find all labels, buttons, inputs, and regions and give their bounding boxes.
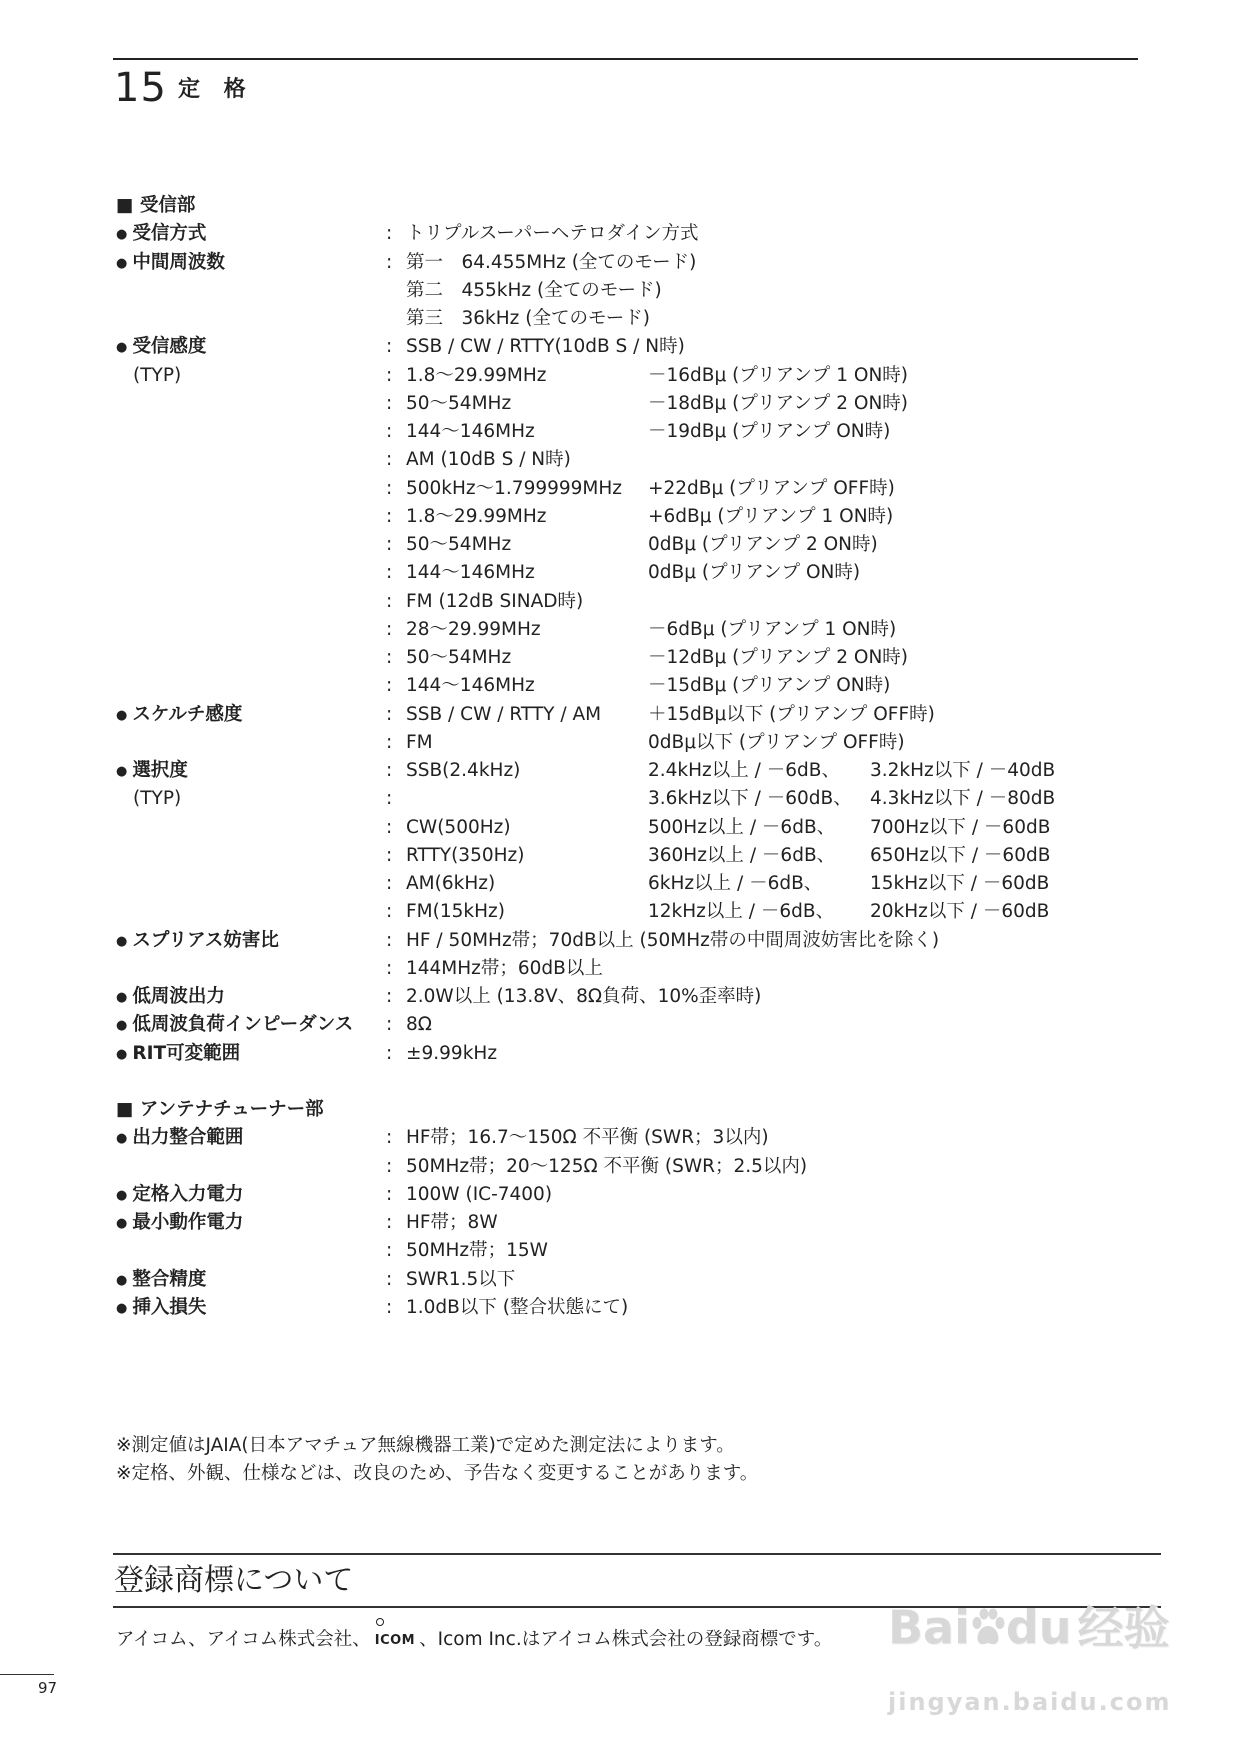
spec-separator: : bbox=[386, 986, 393, 1007]
spec-value: 500Hz以上 / －6dB、 bbox=[648, 816, 836, 838]
bullet-icon: ● bbox=[116, 1187, 128, 1203]
spec-separator: : bbox=[386, 1127, 393, 1149]
spec-value: RTTY(350Hz) bbox=[406, 844, 525, 866]
spec-row bbox=[0, 983, 1240, 1011]
spec-separator: : bbox=[386, 1155, 393, 1177]
spec-label-text: RIT可変範囲 bbox=[132, 1042, 241, 1064]
spec-label-text: 受信方式 bbox=[132, 223, 207, 245]
spec-value: 50〜54MHz bbox=[406, 647, 512, 668]
spec-row bbox=[0, 1181, 1240, 1209]
spec-row bbox=[0, 1209, 1240, 1237]
spec-value: －12dBμ (プリアンプ 2 ON時) bbox=[648, 647, 909, 668]
spec-row bbox=[0, 757, 1240, 785]
spec-value: 0dBμ (プリアンプ ON時) bbox=[648, 562, 861, 584]
spec-row bbox=[0, 898, 1240, 926]
bullet-icon: ● bbox=[116, 1216, 128, 1231]
watermark-url: jingyan.baidu.com bbox=[888, 1687, 1172, 1716]
spec-value: 第三 36kHz (全てのモード) bbox=[406, 308, 650, 329]
spec-value: －16dBμ (プリアンプ 1 ON時) bbox=[648, 364, 909, 386]
spec-separator: : bbox=[386, 788, 393, 810]
icom-logo-text: ICOM bbox=[374, 1633, 416, 1648]
spec-separator: : bbox=[386, 1212, 393, 1233]
spec-value: FM(15kHz) bbox=[406, 901, 505, 923]
spec-value: 144MHz帯；60dB以上 bbox=[406, 957, 603, 979]
spec-value: 360Hz以上 / －6dB、 bbox=[648, 844, 836, 866]
spec-separator: : bbox=[386, 336, 393, 358]
spec-value: 1.8〜29.99MHz bbox=[406, 505, 547, 527]
spec-row bbox=[0, 1124, 1240, 1152]
spec-value: 1.0dB以下 (整合状態にて) bbox=[406, 1296, 629, 1318]
spec-value: 15kHz以下 / －60dB bbox=[870, 873, 1050, 894]
bullet-icon: ● bbox=[116, 1131, 128, 1147]
spec-value: 0dBμ以下 (プリアンプ OFF時) bbox=[648, 731, 905, 753]
chapter-rule bbox=[113, 58, 1138, 60]
spec-separator: : bbox=[386, 731, 393, 753]
spec-value: 第一 64.455MHz (全てのモード) bbox=[406, 251, 697, 273]
spec-label bbox=[116, 1040, 240, 1069]
spec-label bbox=[116, 220, 206, 249]
spec-separator: : bbox=[386, 675, 393, 697]
spec-value: 20kHz以下 / －60dB bbox=[870, 901, 1050, 923]
paw-icon bbox=[970, 1608, 1006, 1648]
spec-value: トリプルスーパーヘテロダイン方式 bbox=[406, 223, 699, 245]
spec-value: 144〜146MHz bbox=[406, 562, 535, 584]
spec-row bbox=[0, 531, 1240, 559]
spec-row bbox=[0, 1237, 1240, 1265]
spec-label-text: 選択度 bbox=[132, 760, 188, 781]
spec-row bbox=[0, 503, 1240, 531]
bullet-icon: ● bbox=[116, 255, 128, 271]
spec-row bbox=[0, 249, 1240, 277]
spec-row bbox=[0, 644, 1240, 672]
spec-value: 500kHz〜1.799999MHz bbox=[406, 477, 623, 499]
section-heading: ■ アンテナチューナー部 bbox=[116, 1099, 324, 1120]
spec-row bbox=[0, 475, 1240, 503]
spec-row bbox=[0, 955, 1240, 983]
spec-row bbox=[0, 305, 1240, 333]
watermark-brand-left: Bai bbox=[888, 1600, 970, 1655]
spec-value: ±9.99kHz bbox=[406, 1042, 498, 1064]
spec-value: 144〜146MHz bbox=[406, 421, 535, 442]
trademark-text-before: アイコム、アイコム株式会社、 bbox=[116, 1629, 371, 1650]
trademark-text bbox=[116, 1626, 832, 1655]
spec-row bbox=[0, 701, 1240, 729]
spec-row bbox=[0, 588, 1240, 616]
spec-row bbox=[0, 1266, 1240, 1294]
spec-separator: : bbox=[386, 929, 393, 951]
spec-value: 2.4kHz以上 / －6dB、 bbox=[648, 760, 840, 781]
spec-label bbox=[116, 1209, 243, 1238]
spec-value: －15dBμ (プリアンプ ON時) bbox=[648, 675, 891, 697]
baidu-watermark bbox=[888, 1596, 1171, 1716]
spec-row bbox=[0, 672, 1240, 700]
spec-value: CW(500Hz) bbox=[406, 816, 511, 838]
spec-label-text: 定格入力電力 bbox=[132, 1183, 244, 1205]
spec-label bbox=[116, 249, 225, 278]
watermark-brand bbox=[888, 1596, 1171, 1656]
spec-value: AM(6kHz) bbox=[406, 873, 496, 894]
spec-separator: : bbox=[386, 901, 393, 923]
bullet-icon: ● bbox=[116, 764, 128, 779]
spec-separator: : bbox=[386, 647, 393, 668]
spec-value: SSB(2.4kHz) bbox=[406, 760, 521, 781]
bullet-icon: ● bbox=[116, 990, 128, 1005]
spec-value: 144〜146MHz bbox=[406, 675, 535, 697]
spec-row bbox=[0, 729, 1240, 757]
spec-row bbox=[0, 842, 1240, 870]
trademark-heading: 登録商標について bbox=[114, 1563, 354, 1598]
spec-separator: : bbox=[386, 449, 393, 471]
chapter-title: 定 格 bbox=[178, 77, 254, 102]
spec-label-text: 挿入損失 bbox=[132, 1296, 207, 1318]
bullet-icon: ● bbox=[116, 1018, 128, 1034]
trademark-rule-top bbox=[113, 1553, 1161, 1555]
spec-separator: : bbox=[386, 1268, 393, 1290]
spec-separator: : bbox=[386, 505, 393, 527]
spec-value: SSB / CW / RTTY(10dB S / N時) bbox=[406, 336, 685, 358]
chapter-number: 15 bbox=[114, 65, 167, 111]
spec-value: 2.0W以上 (13.8V、8Ω負荷、10%歪率時) bbox=[406, 986, 762, 1007]
spec-value: 1.8〜29.99MHz bbox=[406, 364, 547, 386]
spec-value: SWR1.5以下 bbox=[406, 1268, 516, 1290]
spec-value: FM (12dB SINAD時) bbox=[406, 590, 584, 612]
spec-value: 3.2kHz以下 / －40dB bbox=[870, 760, 1056, 781]
spec-value: 第二 455kHz (全てのモード) bbox=[406, 279, 662, 301]
spec-separator: : bbox=[386, 364, 393, 386]
page-number: 97 bbox=[38, 1679, 58, 1697]
spec-separator: : bbox=[386, 421, 393, 442]
spec-label-text: 低周波出力 bbox=[132, 986, 225, 1007]
spec-value: AM (10dB S / N時) bbox=[406, 449, 571, 471]
spec-separator: : bbox=[386, 618, 393, 640]
spec-label bbox=[116, 1294, 206, 1323]
trademark-text-after: 、Icom Inc.はアイコム株式会社の登録商標です。 bbox=[419, 1629, 833, 1650]
spec-separator: : bbox=[386, 1183, 393, 1205]
spec-label-text: 受信感度 bbox=[132, 336, 207, 358]
page-number-rule bbox=[0, 1674, 54, 1675]
spec-label-text: スプリアス妨害比 bbox=[132, 929, 279, 951]
spec-separator: : bbox=[386, 816, 393, 838]
spec-value: HF / 50MHz帯；70dB以上 (50MHz帯の中間周波妨害比を除く) bbox=[406, 929, 940, 951]
icom-logo bbox=[375, 1627, 415, 1655]
spec-label-text: 出力整合範囲 bbox=[132, 1127, 244, 1149]
spec-separator: : bbox=[386, 760, 393, 781]
spec-label bbox=[116, 1181, 243, 1210]
spec-separator: : bbox=[386, 590, 393, 612]
spec-separator: : bbox=[386, 1014, 393, 1036]
spec-separator: : bbox=[386, 223, 393, 245]
spec-value: 0dBμ (プリアンプ 2 ON時) bbox=[648, 534, 878, 555]
spec-value: 8Ω bbox=[406, 1014, 432, 1036]
spec-separator: : bbox=[386, 251, 393, 273]
spec-value: FM bbox=[406, 731, 433, 753]
section-heading: ■ 受信部 bbox=[116, 195, 196, 216]
bullet-icon: ● bbox=[116, 707, 128, 723]
spec-separator: : bbox=[386, 703, 393, 725]
spec-value: 50MHz帯；15W bbox=[406, 1240, 548, 1262]
watermark-brand-cn: 经验 bbox=[1077, 1600, 1170, 1655]
spec-separator: : bbox=[386, 534, 393, 555]
spec-value: SSB / CW / RTTY / AM bbox=[406, 703, 602, 725]
spec-separator: : bbox=[386, 1240, 393, 1262]
spec-separator: : bbox=[386, 562, 393, 584]
spec-label bbox=[116, 1266, 206, 1295]
spec-value: HF帯；16.7〜150Ω 不平衡 (SWR；3以内) bbox=[406, 1127, 769, 1149]
spec-value: 50MHz帯；20〜125Ω 不平衡 (SWR；2.5以内) bbox=[406, 1155, 808, 1177]
spec-label-text: 中間周波数 bbox=[132, 251, 225, 273]
icom-logo-ring-icon bbox=[376, 1618, 384, 1626]
bullet-icon: ● bbox=[116, 933, 128, 949]
spec-label-text: 最小動作電力 bbox=[132, 1212, 244, 1233]
spec-label-text: スケルチ感度 bbox=[132, 703, 243, 725]
watermark-brand-right: du bbox=[1005, 1600, 1072, 1655]
spec-separator: : bbox=[386, 957, 393, 979]
spec-label bbox=[116, 927, 279, 956]
spec-row bbox=[0, 559, 1240, 587]
spec-row bbox=[0, 785, 1240, 813]
spec-label bbox=[116, 1124, 243, 1153]
spec-label-text: 整合精度 bbox=[132, 1268, 207, 1290]
spec-value: 6kHz以上 / －6dB、 bbox=[648, 873, 823, 894]
bullet-icon: ● bbox=[116, 227, 128, 243]
spec-row bbox=[0, 814, 1240, 842]
spec-value: 50〜54MHz bbox=[406, 392, 512, 414]
spec-sub-label: (TYP) bbox=[133, 788, 182, 810]
spec-row bbox=[0, 1294, 1240, 1322]
spec-value: －6dBμ (プリアンプ 1 ON時) bbox=[648, 618, 897, 640]
spec-label bbox=[116, 333, 206, 362]
spec-separator: : bbox=[386, 1042, 393, 1064]
spec-label bbox=[116, 701, 242, 730]
spec-row bbox=[0, 1153, 1240, 1181]
spec-value: HF帯；8W bbox=[406, 1212, 498, 1233]
spec-label bbox=[116, 757, 188, 786]
spec-value: 50〜54MHz bbox=[406, 534, 512, 555]
spec-row bbox=[0, 1011, 1240, 1039]
spec-row bbox=[0, 616, 1240, 644]
spec-value: 3.6kHz以下 / －60dB、 bbox=[648, 788, 852, 810]
spec-row bbox=[0, 446, 1240, 474]
measurement-note: ※測定値はJAIA(日本アマチュア無線機器工業)で定めた測定法によります。 bbox=[116, 1435, 735, 1456]
spec-value: 28〜29.99MHz bbox=[406, 618, 541, 640]
spec-value: 700Hz以下 / －60dB bbox=[870, 816, 1051, 838]
spec-value: ＋15dBμ以下 (プリアンプ OFF時) bbox=[648, 703, 935, 725]
spec-value: 4.3kHz以下 / －80dB bbox=[870, 788, 1056, 810]
spec-label bbox=[116, 983, 225, 1012]
spec-value: 100W (IC-7400) bbox=[406, 1183, 553, 1205]
bullet-icon: ● bbox=[116, 1300, 128, 1316]
spec-row bbox=[0, 220, 1240, 248]
bullet-icon: ● bbox=[116, 1272, 128, 1288]
spec-row bbox=[0, 390, 1240, 418]
spec-separator: : bbox=[386, 392, 393, 414]
spec-separator: : bbox=[386, 477, 393, 499]
spec-sub-label: (TYP) bbox=[133, 364, 182, 386]
spec-value: －18dBμ (プリアンプ 2 ON時) bbox=[648, 392, 909, 414]
spec-separator: : bbox=[386, 873, 393, 894]
spec-value: 650Hz以下 / －60dB bbox=[870, 844, 1051, 866]
spec-value: －19dBμ (プリアンプ ON時) bbox=[648, 421, 891, 442]
spec-row bbox=[0, 927, 1240, 955]
spec-label-text: 低周波負荷インピーダンス bbox=[132, 1014, 354, 1036]
spec-row bbox=[0, 333, 1240, 361]
spec-row bbox=[0, 1040, 1240, 1068]
change-notice: ※定格、外観、仕様などは、改良のため、予告なく変更することがあります。 bbox=[116, 1463, 759, 1484]
spec-separator: : bbox=[386, 1296, 393, 1318]
bullet-icon: ● bbox=[116, 340, 128, 356]
bullet-icon: ● bbox=[116, 1046, 128, 1062]
spec-separator: : bbox=[386, 844, 393, 866]
spec-row bbox=[0, 418, 1240, 446]
spec-list bbox=[0, 192, 1240, 1322]
spec-row bbox=[0, 277, 1240, 305]
spec-value: +22dBμ (プリアンプ OFF時) bbox=[648, 477, 895, 499]
spec-row bbox=[0, 870, 1240, 898]
spec-value: 12kHz以上 / －6dB、 bbox=[648, 901, 835, 923]
spec-label bbox=[116, 1011, 353, 1040]
spec-value: +6dBμ (プリアンプ 1 ON時) bbox=[648, 505, 894, 527]
spec-row bbox=[0, 362, 1240, 390]
